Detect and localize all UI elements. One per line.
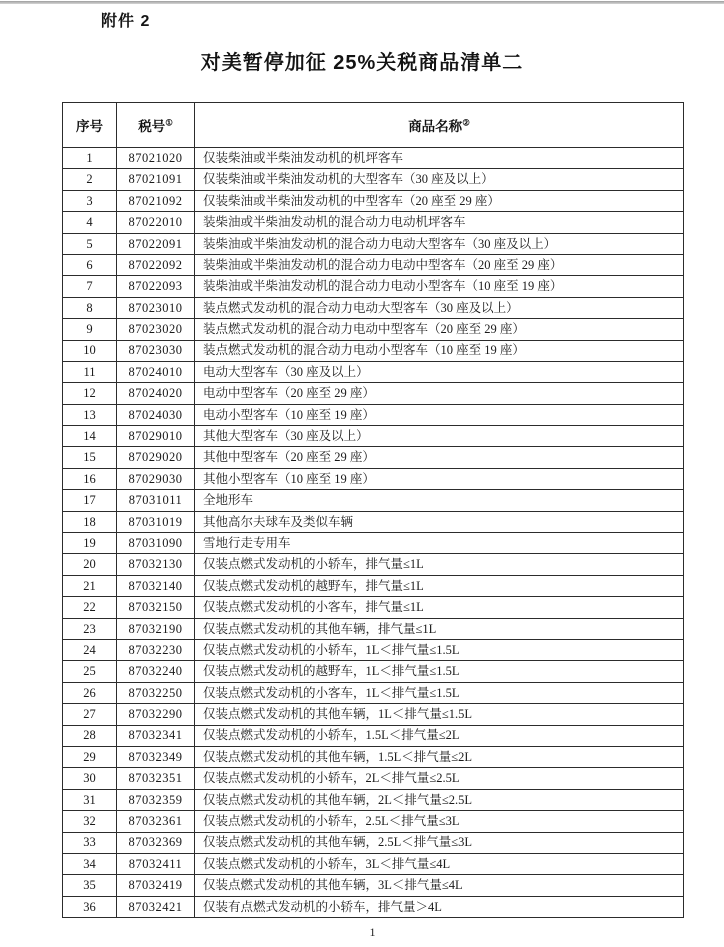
- tax-code-cell: 87032419: [117, 875, 195, 896]
- tax-code-cell: 87032250: [117, 682, 195, 703]
- tariff-table: [62, 102, 684, 918]
- row-index-cell: 35: [63, 875, 117, 896]
- tax-code-cell: 87029020: [117, 447, 195, 468]
- tax-code-cell: 87032290: [117, 704, 195, 725]
- product-name-cell: 电动大型客车（30 座及以上）: [195, 361, 684, 382]
- table-row: [63, 233, 684, 254]
- product-name-cell: 全地形车: [195, 490, 684, 511]
- product-name-cell: 仅装点燃式发动机的小客车，1L＜排气量≤1.5L: [195, 682, 684, 703]
- table-row: [63, 554, 684, 575]
- row-index-cell: 21: [63, 575, 117, 596]
- tax-code-cell: 87024020: [117, 383, 195, 404]
- row-index-cell: 34: [63, 853, 117, 874]
- product-name-cell: 仅装点燃式发动机的其他车辆，2L＜排气量≤2.5L: [195, 789, 684, 810]
- tax-code-cell: 87023010: [117, 297, 195, 318]
- table-row: [63, 639, 684, 660]
- table-row: [63, 575, 684, 596]
- product-name-cell: 仅装点燃式发动机的其他车辆，1.5L＜排气量≤2L: [195, 746, 684, 767]
- product-name-cell: 电动小型客车（10 座至 19 座）: [195, 404, 684, 425]
- product-name-cell: 仅装柴油或半柴油发动机的中型客车（20 座至 29 座）: [195, 190, 684, 211]
- row-index-cell: 15: [63, 447, 117, 468]
- tax-code-cell: 87021091: [117, 169, 195, 190]
- tax-code-cell: 87032369: [117, 832, 195, 853]
- row-index-cell: 23: [63, 618, 117, 639]
- row-index-cell: 9: [63, 319, 117, 340]
- tax-code-cell: 87032240: [117, 661, 195, 682]
- product-name-cell: 仅装点燃式发动机的小轿车，2.5L＜排气量≤3L: [195, 811, 684, 832]
- tariff-table-body: [63, 148, 684, 918]
- row-index-cell: 3: [63, 190, 117, 211]
- product-name-cell: 仅装柴油或半柴油发动机的大型客车（30 座及以上）: [195, 169, 684, 190]
- table-row: [63, 169, 684, 190]
- tax-code-cell: 87023020: [117, 319, 195, 340]
- table-row: [63, 682, 684, 703]
- table-row: [63, 468, 684, 489]
- product-name-cell: 装柴油或半柴油发动机的混合动力电动大型客车（30 座及以上）: [195, 233, 684, 254]
- table-row: [63, 725, 684, 746]
- table-row: [63, 490, 684, 511]
- product-name-cell: 装点燃式发动机的混合动力电动大型客车（30 座及以上）: [195, 297, 684, 318]
- table-row: [63, 511, 684, 532]
- row-index-cell: 31: [63, 789, 117, 810]
- table-row: [63, 832, 684, 853]
- product-name-cell: 仅装点燃式发动机的其他车辆，1L＜排气量≤1.5L: [195, 704, 684, 725]
- row-index-cell: 18: [63, 511, 117, 532]
- tax-code-cell: 87032130: [117, 554, 195, 575]
- product-name-cell: 仅装点燃式发动机的小轿车，排气量≤1L: [195, 554, 684, 575]
- row-index-cell: 8: [63, 297, 117, 318]
- tax-code-cell: 87032150: [117, 597, 195, 618]
- table-row: [63, 254, 684, 275]
- row-index-cell: 17: [63, 490, 117, 511]
- table-row: [63, 597, 684, 618]
- table-row: [63, 404, 684, 425]
- table-row: [63, 148, 684, 169]
- row-index-cell: 28: [63, 725, 117, 746]
- table-row: [63, 319, 684, 340]
- col-header-index-label: 序号: [76, 119, 103, 134]
- product-name-cell: 仅装点燃式发动机的小轿车，1L＜排气量≤1.5L: [195, 639, 684, 660]
- product-name-cell: 仅装点燃式发动机的小轿车，1.5L＜排气量≤2L: [195, 725, 684, 746]
- tax-code-cell: 87021092: [117, 190, 195, 211]
- product-name-cell: 装点燃式发动机的混合动力电动中型客车（20 座至 29 座）: [195, 319, 684, 340]
- product-name-cell: 装柴油或半柴油发动机的混合动力电动小型客车（10 座至 19 座）: [195, 276, 684, 297]
- product-name-cell: 仅装点燃式发动机的越野车，1L＜排气量≤1.5L: [195, 661, 684, 682]
- table-row: [63, 533, 684, 554]
- product-name-cell: 其他大型客车（30 座及以上）: [195, 426, 684, 447]
- row-index-cell: 20: [63, 554, 117, 575]
- table-row: [63, 704, 684, 725]
- product-name-cell: 仅装点燃式发动机的小客车，排气量≤1L: [195, 597, 684, 618]
- row-index-cell: 14: [63, 426, 117, 447]
- row-index-cell: 16: [63, 468, 117, 489]
- table-row: [63, 618, 684, 639]
- table-row: [63, 383, 684, 404]
- tax-code-cell: 87021020: [117, 148, 195, 169]
- col-header-tax-code: [117, 103, 195, 148]
- row-index-cell: 2: [63, 169, 117, 190]
- product-name-cell: 其他高尔夫球车及类似车辆: [195, 511, 684, 532]
- table-row: [63, 811, 684, 832]
- col-header-product-name-label: 商品名称: [408, 119, 463, 134]
- row-index-cell: 6: [63, 254, 117, 275]
- footnote-marker-1: ①: [165, 117, 173, 128]
- tariff-table-container: [62, 102, 683, 918]
- tax-code-cell: 87022092: [117, 254, 195, 275]
- product-name-cell: 仅装柴油或半柴油发动机的机坪客车: [195, 148, 684, 169]
- row-index-cell: 5: [63, 233, 117, 254]
- tax-code-cell: 87032359: [117, 789, 195, 810]
- row-index-cell: 29: [63, 746, 117, 767]
- row-index-cell: 11: [63, 361, 117, 382]
- col-header-product-name: [195, 103, 684, 148]
- row-index-cell: 32: [63, 811, 117, 832]
- tax-code-cell: 87032411: [117, 853, 195, 874]
- tax-code-cell: 87031019: [117, 511, 195, 532]
- table-row: [63, 340, 684, 361]
- table-row: [63, 746, 684, 767]
- tax-code-cell: 87022091: [117, 233, 195, 254]
- product-name-cell: 仅装点燃式发动机的越野车，排气量≤1L: [195, 575, 684, 596]
- product-name-cell: 仅装点燃式发动机的其他车辆，排气量≤1L: [195, 618, 684, 639]
- tax-code-cell: 87032190: [117, 618, 195, 639]
- table-row: [63, 789, 684, 810]
- product-name-cell: 装柴油或半柴油发动机的混合动力电动机坪客车: [195, 212, 684, 233]
- page-number: 1: [369, 925, 376, 939]
- tax-code-cell: 87022010: [117, 212, 195, 233]
- product-name-cell: 其他中型客车（20 座至 29 座）: [195, 447, 684, 468]
- footnote-marker-2: ②: [462, 117, 470, 128]
- table-row: [63, 276, 684, 297]
- tax-code-cell: 87032140: [117, 575, 195, 596]
- row-index-cell: 12: [63, 383, 117, 404]
- table-row: [63, 853, 684, 874]
- row-index-cell: 10: [63, 340, 117, 361]
- row-index-cell: 7: [63, 276, 117, 297]
- tax-code-cell: 87032361: [117, 811, 195, 832]
- table-row: [63, 896, 684, 917]
- row-index-cell: 19: [63, 533, 117, 554]
- table-row: [63, 426, 684, 447]
- attachment-label: 附件 2: [101, 13, 151, 30]
- table-row: [63, 361, 684, 382]
- tax-code-cell: 87029010: [117, 426, 195, 447]
- page-title: 对美暂停加征 25%关税商品清单二: [200, 52, 524, 74]
- row-index-cell: 26: [63, 682, 117, 703]
- row-index-cell: 36: [63, 896, 117, 917]
- row-index-cell: 4: [63, 212, 117, 233]
- row-index-cell: 1: [63, 148, 117, 169]
- table-row: [63, 875, 684, 896]
- product-name-cell: 装点燃式发动机的混合动力电动小型客车（10 座至 19 座）: [195, 340, 684, 361]
- col-header-tax-code-label: 税号: [138, 119, 166, 134]
- table-row: [63, 212, 684, 233]
- tax-code-cell: 87023030: [117, 340, 195, 361]
- table-row: [63, 190, 684, 211]
- tax-code-cell: 87032341: [117, 725, 195, 746]
- tax-code-cell: 87031011: [117, 490, 195, 511]
- col-header-index: [63, 103, 117, 148]
- tax-code-cell: 87032230: [117, 639, 195, 660]
- product-name-cell: 电动中型客车（20 座至 29 座）: [195, 383, 684, 404]
- row-index-cell: 24: [63, 639, 117, 660]
- tax-code-cell: 87024030: [117, 404, 195, 425]
- tax-code-cell: 87032421: [117, 896, 195, 917]
- row-index-cell: 25: [63, 661, 117, 682]
- product-name-cell: 其他小型客车（10 座至 19 座）: [195, 468, 684, 489]
- row-index-cell: 27: [63, 704, 117, 725]
- product-name-cell: 仅装有点燃式发动机的小轿车，排气量＞4L: [195, 896, 684, 917]
- product-name-cell: 雪地行走专用车: [195, 533, 684, 554]
- row-index-cell: 22: [63, 597, 117, 618]
- product-name-cell: 仅装点燃式发动机的其他车辆，3L＜排气量≤4L: [195, 875, 684, 896]
- table-row: [63, 768, 684, 789]
- table-row: [63, 447, 684, 468]
- table-row: [63, 661, 684, 682]
- table-header-row: [63, 103, 684, 148]
- product-name-cell: 仅装点燃式发动机的小轿车，2L＜排气量≤2.5L: [195, 768, 684, 789]
- tax-code-cell: 87024010: [117, 361, 195, 382]
- tax-code-cell: 87022093: [117, 276, 195, 297]
- tax-code-cell: 87029030: [117, 468, 195, 489]
- product-name-cell: 仅装点燃式发动机的其他车辆，2.5L＜排气量≤3L: [195, 832, 684, 853]
- tax-code-cell: 87031090: [117, 533, 195, 554]
- row-index-cell: 13: [63, 404, 117, 425]
- scan-edge-artifact: [0, 1, 724, 4]
- row-index-cell: 33: [63, 832, 117, 853]
- product-name-cell: 装柴油或半柴油发动机的混合动力电动中型客车（20 座至 29 座）: [195, 254, 684, 275]
- tax-code-cell: 87032349: [117, 746, 195, 767]
- table-row: [63, 297, 684, 318]
- tax-code-cell: 87032351: [117, 768, 195, 789]
- row-index-cell: 30: [63, 768, 117, 789]
- product-name-cell: 仅装点燃式发动机的小轿车，3L＜排气量≤4L: [195, 853, 684, 874]
